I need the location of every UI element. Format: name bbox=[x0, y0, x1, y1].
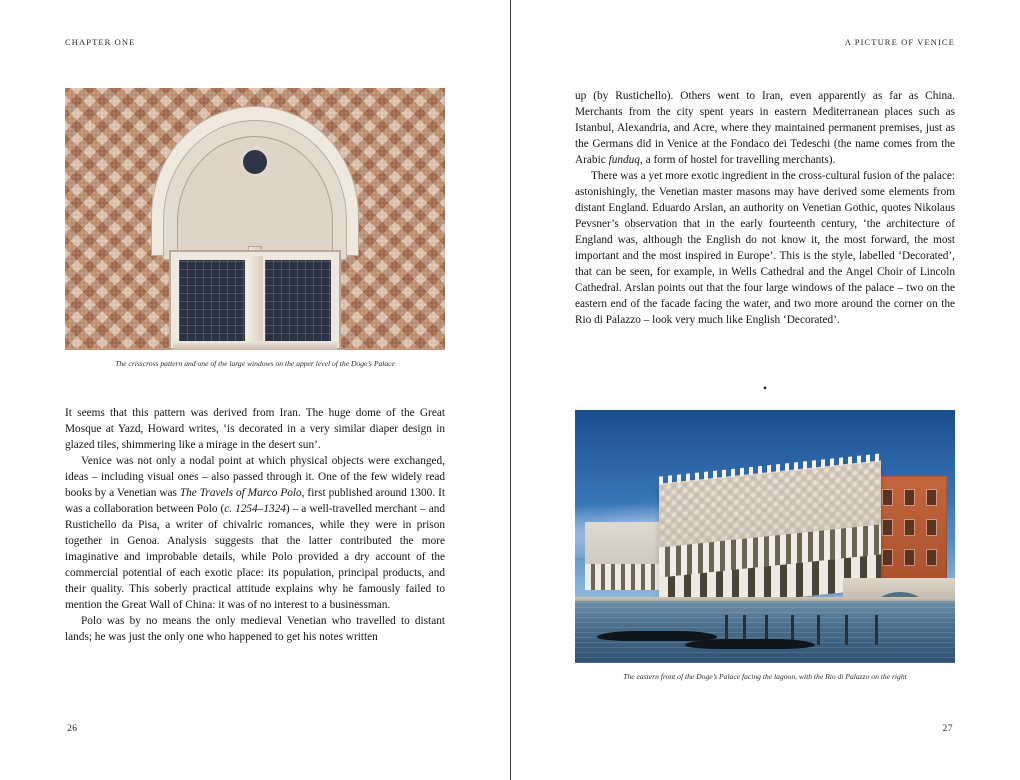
paragraph: Venice was not only a nodal point at which physical objects were exchanged, ideas – including visual ones – also passed through it. One of the few widely read books by a Venetian was The Travels of Marco Polo, first published around 1300. It was a collaboration between Polo (c. 1254–1324) – a well-travelled merchant – and Rustichello da Pisa, a writer of chivalric romances, while they were in prison together in Genoa. Analysis suggests that the latter contributed the more imaginative and improbable details, while Polo provided a dry account of the commercial potential of each exotic place: its population, principal products, and their quality. This soberly practical attitude explains why he famously failed to mention the Great Wall of China: it was of no interest to a businessman. bbox=[65, 455, 445, 612]
window bbox=[927, 550, 936, 565]
left-page-body-text bbox=[65, 405, 445, 645]
running-head-right: A PICTURE OF VENICE bbox=[844, 37, 955, 47]
window-pane-left bbox=[179, 260, 245, 342]
doges-palace-image bbox=[575, 410, 955, 663]
adjacent-white-building bbox=[585, 522, 665, 590]
gondola bbox=[685, 639, 815, 649]
window bbox=[883, 490, 892, 505]
window-lower-body bbox=[169, 250, 341, 350]
window bbox=[905, 550, 914, 565]
window-mullion bbox=[247, 256, 263, 348]
right-page-body-text bbox=[575, 88, 955, 328]
paragraph: There was a yet more exotic ingredient in the cross-cultural fusion of the palace: astonishingly, the Venetian master masons may have derived some elements from distant England. Eduardo Arslan, an authority on Venetian Gothic, quotes Nikolaus Pevsner’s observation that in the early fourteenth century, ‘the architecture of England was, although the English do not know it, the most forward, the most important and the most inspired in Europe’. This is the style, labelled ‘Decorated’, that can be seen, for example, in Wells Cathedral and the Angel Choir of Lincoln Cathedral. Arslan points out that the four large windows of the palace – two on the eastern end of the facade facing the water, and two more around the corner on the Rio di Palazzo – look very much like English ‘Decorated’. bbox=[575, 170, 955, 327]
red-building bbox=[873, 476, 947, 588]
tracery-oculus bbox=[243, 150, 267, 174]
right-page bbox=[510, 0, 1020, 780]
window-sill bbox=[173, 341, 337, 350]
figure-caption-left: The crisscross pattern and one of the large windows on the upper level of the Doge’s Palace bbox=[115, 359, 395, 368]
paragraph: It seems that this pattern was derived from Iran. The huge dome of the Great Mosque at Yazd, Howard writes, ‘is decorated in a very similar diaper design in glazed tiles, shimmering like a mirage in the desert sun’. bbox=[65, 407, 445, 452]
window-pane-right bbox=[265, 260, 331, 342]
page-number-right: 27 bbox=[942, 724, 953, 734]
section-divider-bullet: • bbox=[762, 381, 768, 395]
white-building-arcade bbox=[585, 564, 665, 590]
figure-crisscross-window bbox=[65, 88, 445, 369]
window bbox=[905, 490, 914, 505]
crisscross-window-image bbox=[65, 88, 445, 350]
window bbox=[927, 520, 936, 535]
mooring-pole bbox=[817, 615, 820, 645]
window bbox=[883, 550, 892, 565]
window bbox=[927, 490, 936, 505]
paragraph: up (by Rustichello). Others went to Iran, even apparently as far as China. Merchants from the city spent years in eastern Mediterranean places such as Istanbul, Alexandria, and Acre, where they maintained permanent premises, just as the Germans did in Venice at the Fondaco dei Tedeschi (the name comes from the Arabic funduq, a form of hostel for travelling merchants). bbox=[575, 90, 955, 167]
paragraph: Polo was by no means the only medieval Venetian who travelled to distant lands; he was just the only one who happened to get his notes written bbox=[65, 615, 445, 644]
mooring-pole bbox=[875, 615, 878, 645]
window bbox=[905, 520, 914, 535]
gothic-window-frame bbox=[151, 106, 359, 350]
page-number-left: 26 bbox=[67, 724, 78, 734]
figure-doges-palace bbox=[575, 410, 955, 682]
window bbox=[883, 520, 892, 535]
running-head-left: CHAPTER ONE bbox=[65, 37, 136, 47]
figure-caption-right: The eastern front of the Doge’s Palace facing the lagoon, with the Rio di Palazzo on the right bbox=[623, 672, 907, 681]
mooring-pole bbox=[845, 615, 848, 645]
